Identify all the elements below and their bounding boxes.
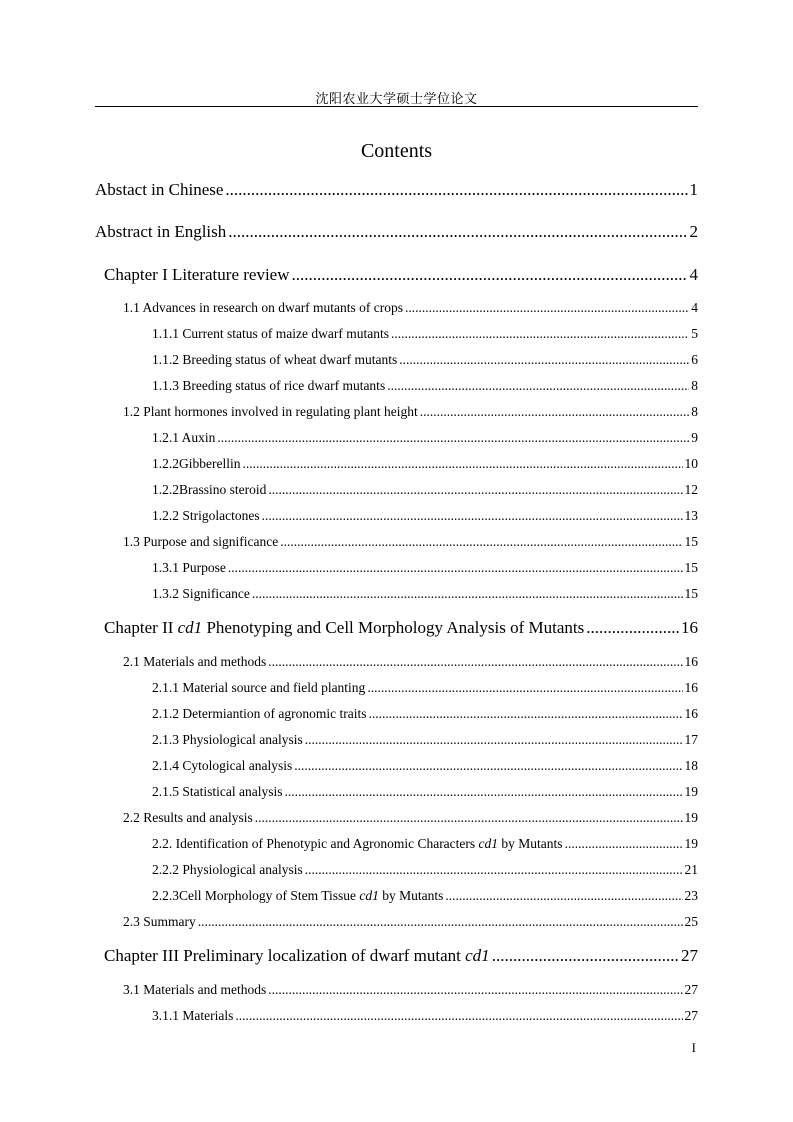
toc-entry-label-part: 2.2.3Cell Morphology of Stem Tissue (152, 888, 360, 903)
toc-entry[interactable] (152, 508, 698, 524)
toc-leader-dots (305, 862, 683, 878)
toc-leader-dots (255, 810, 683, 826)
toc-entry-label-part: 2.2. Identification of Phenotypic and Agronomic Characters (152, 836, 479, 851)
toc-leader-dots (391, 326, 689, 342)
toc-entry-label: Chapter I Literature review (104, 265, 290, 284)
toc-entry-label: 2.1.5 Statistical analysis (152, 784, 283, 799)
toc-entry-label-part: by Mutants (378, 888, 444, 903)
toc-leader-dots (292, 265, 688, 285)
toc-entry-label: 3.1 Materials and methods (123, 982, 267, 997)
toc-entry-page: 15 (684, 560, 698, 575)
toc-leader-dots (280, 534, 682, 550)
toc-entry[interactable] (95, 222, 698, 242)
toc-entry-page: 13 (684, 508, 698, 523)
toc-leader-dots (268, 654, 682, 670)
toc-entry-label: 1.2.1 Auxin (152, 430, 216, 445)
toc-leader-dots (445, 888, 682, 904)
toc-entry-page: 2 (689, 222, 698, 241)
toc-entry-page: 18 (684, 758, 698, 773)
toc-leader-dots (492, 946, 679, 966)
toc-entry-label: 1.3.2 Significance (152, 586, 250, 601)
toc-entry-page: 19 (684, 784, 698, 799)
toc-leader-dots (305, 732, 683, 748)
toc-entry-label-italic: cd1 (177, 618, 203, 637)
toc-entry-page: 23 (684, 888, 698, 903)
toc-entry-page: 6 (691, 352, 698, 367)
toc-entry-label: 1.1.1 Current status of maize dwarf mutants (152, 326, 389, 341)
toc-leader-dots (387, 378, 689, 394)
toc-leader-dots (367, 680, 682, 696)
toc-entry-label: Abstact in Chinese (95, 180, 224, 199)
toc-entry-page: 9 (691, 430, 698, 445)
toc-entry-label: 1.3.1 Purpose (152, 560, 226, 575)
toc-entry[interactable] (152, 326, 698, 342)
toc-entry-label: 2.3 Summary (123, 914, 196, 929)
toc-entry-label: 3.1.1 Materials (152, 1008, 234, 1023)
toc-leader-dots (217, 430, 689, 446)
toc-entry[interactable] (123, 534, 698, 550)
toc-entry-label-part: by Mutants (498, 836, 563, 851)
toc-entry-page: 5 (691, 326, 698, 341)
toc-entry-label-part: Chapter III Preliminary localization of dwarf mutant (104, 946, 466, 965)
toc-entry[interactable] (152, 352, 698, 368)
toc-entry-label: 2.1.2 Determiantion of agronomic traits (152, 706, 367, 721)
toc-entry-label (152, 888, 443, 904)
toc-entry-page: 27 (681, 946, 698, 965)
toc-leader-dots (294, 758, 682, 774)
running-header: 沈阳农业大学硕士学位论文 (315, 92, 478, 107)
toc-leader-dots (565, 836, 683, 852)
toc-entry-label (152, 836, 563, 852)
toc-entry-label: 2.1.4 Cytological analysis (152, 758, 293, 773)
toc-entry-label: 1.1.2 Breeding status of wheat dwarf mutants (152, 352, 398, 367)
toc-entry-label: 1.1 Advances in research on dwarf mutants of crops (123, 300, 404, 315)
toc-entry-label: 2.1.1 Material source and field planting (152, 680, 366, 695)
toc-entry[interactable] (123, 300, 698, 316)
toc-entry-label: 1.2.2 Strigolactones (152, 508, 260, 523)
toc-leader-dots (228, 222, 687, 242)
toc-entry[interactable] (152, 378, 698, 394)
toc-entry-page: 19 (684, 836, 698, 851)
toc-entry-label-italic: cd1 (478, 836, 499, 851)
toc-entry[interactable] (104, 618, 698, 638)
toc-leader-dots (268, 982, 682, 998)
toc-entry-label: Abstract in English (95, 222, 227, 241)
toc-entry-page: 4 (691, 300, 698, 315)
toc-entry-page: 4 (689, 265, 698, 284)
toc-entry[interactable] (104, 946, 698, 966)
toc-entry[interactable] (123, 810, 698, 826)
toc-entry[interactable] (152, 888, 698, 904)
toc-entry-page: 16 (681, 618, 698, 637)
toc-entry-page: 27 (684, 982, 698, 997)
toc-entry-page: 27 (684, 1008, 698, 1023)
toc-leader-dots (235, 1008, 682, 1024)
page-number: I (691, 1040, 696, 1055)
toc-entry-label-part: Phenotyping and Cell Morphology Analysis of Mutants (202, 618, 585, 637)
toc-entry-page: 15 (684, 534, 698, 549)
toc-entry[interactable] (123, 982, 698, 998)
toc-entry-page: 25 (684, 914, 698, 929)
toc-entry-label-italic: cd1 (465, 946, 490, 965)
toc-entry-page: 15 (684, 586, 698, 601)
toc-leader-dots (252, 586, 683, 602)
toc-entry-page: 12 (684, 482, 698, 497)
toc-entry-label: 1.1.3 Breeding status of rice dwarf mutants (152, 378, 386, 393)
toc-entry-page: 8 (691, 378, 698, 393)
toc-leader-dots (285, 784, 683, 800)
toc-leader-dots (225, 180, 687, 200)
toc-entry-label: 1.2 Plant hormones involved in regulating plant height (123, 404, 418, 419)
toc-entry[interactable] (123, 654, 698, 670)
toc-entry-label: 2.1 Materials and methods (123, 654, 267, 669)
toc-entry[interactable] (95, 180, 698, 200)
toc-entry[interactable] (152, 560, 698, 576)
toc-entry[interactable] (152, 862, 698, 878)
toc-entry[interactable] (152, 1008, 698, 1024)
toc-entry-page: 17 (684, 732, 698, 747)
toc-leader-dots (198, 914, 683, 930)
toc-entry-label (104, 946, 490, 966)
toc-entry[interactable] (152, 430, 698, 446)
toc-leader-dots (228, 560, 683, 576)
toc-entry-page: 1 (689, 180, 698, 199)
toc-entry[interactable] (152, 836, 698, 852)
toc-entry-page: 8 (691, 404, 698, 419)
toc-entry-label: 1.2.2Gibberellin (152, 456, 241, 471)
toc-entry-page: 19 (684, 810, 698, 825)
toc-entry-page: 16 (684, 680, 698, 695)
toc-leader-dots (420, 404, 690, 420)
header-rule (95, 106, 698, 107)
toc-entry-label: 1.3 Purpose and significance (123, 534, 279, 549)
toc-entry[interactable] (152, 680, 698, 696)
toc-entry-label-italic: cd1 (359, 888, 379, 903)
toc-entry-label: 2.2.2 Physiological analysis (152, 862, 303, 877)
toc-leader-dots (268, 482, 682, 498)
toc-entry[interactable] (123, 914, 698, 930)
toc-entry[interactable] (152, 784, 698, 800)
toc-leader-dots (405, 300, 689, 316)
toc-entry-page: 10 (684, 456, 698, 471)
toc-leader-dots (262, 508, 683, 524)
toc-entry-page: 21 (684, 862, 698, 877)
toc-entry-page: 16 (684, 706, 698, 721)
toc-entry[interactable] (123, 404, 698, 420)
toc-entry[interactable] (152, 706, 698, 722)
toc-entry[interactable] (152, 732, 698, 748)
toc-entry-page: 16 (684, 654, 698, 669)
toc-leader-dots (368, 706, 682, 722)
toc-entry-label: 2.2 Results and analysis (123, 810, 253, 825)
toc-entry[interactable] (152, 758, 698, 774)
toc-leader-dots (586, 618, 679, 638)
toc-leader-dots (399, 352, 689, 368)
toc-leader-dots (242, 456, 682, 472)
page-title: Contents (360, 140, 433, 162)
toc-entry-label: 2.1.3 Physiological analysis (152, 732, 303, 747)
toc-entry[interactable] (152, 456, 698, 472)
toc-entry[interactable] (152, 482, 698, 498)
toc-entry-label-part: Chapter II (104, 618, 178, 637)
toc-entry[interactable] (152, 586, 698, 602)
toc-entry-label (104, 618, 584, 638)
toc-entry[interactable] (104, 265, 698, 285)
toc-entry-label: 1.2.2Brassino steroid (152, 482, 267, 497)
